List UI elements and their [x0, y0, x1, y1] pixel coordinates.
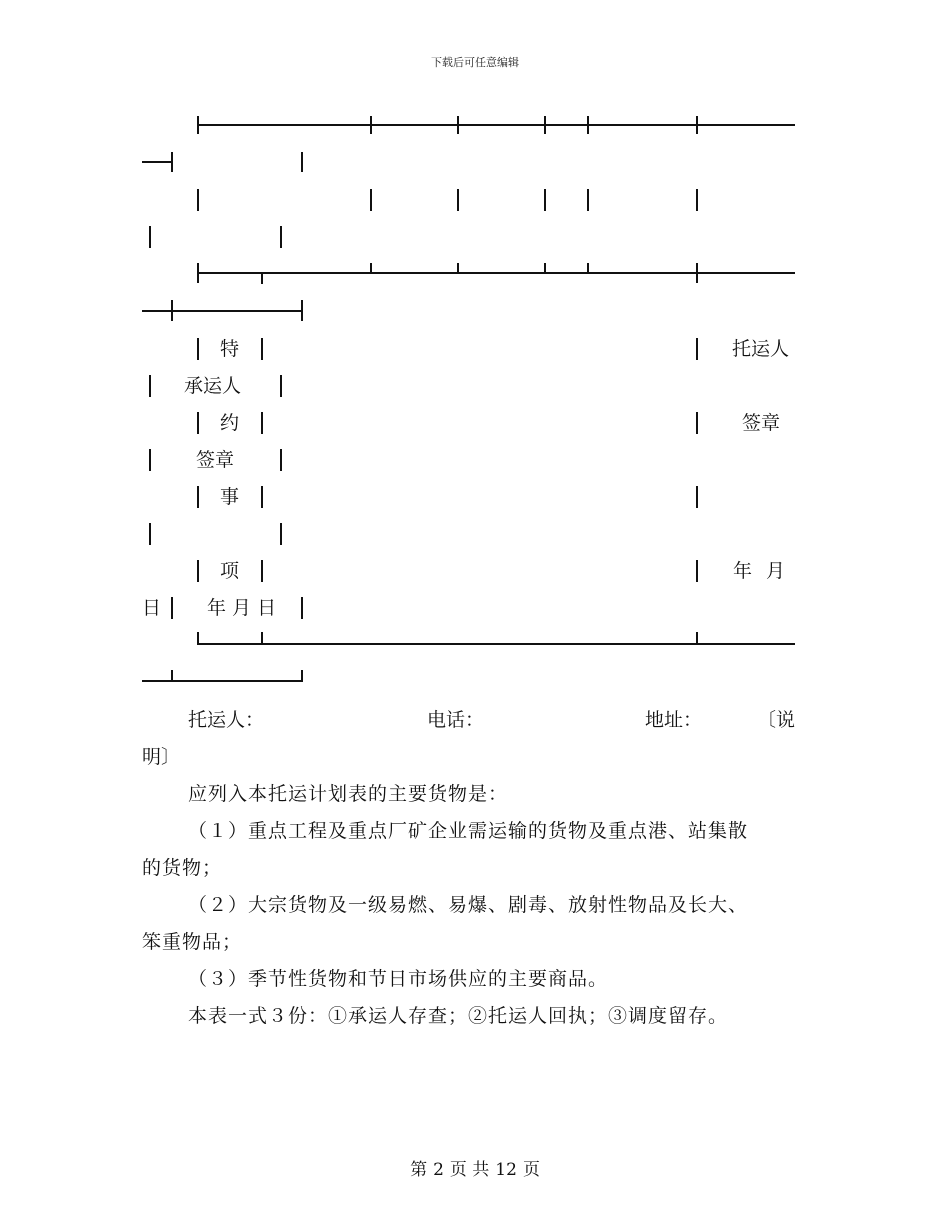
tick — [171, 670, 173, 682]
shipper-date: 年 月 — [733, 560, 786, 582]
footer-page: 2 — [433, 1160, 444, 1180]
special-label-2: 约 — [220, 412, 240, 434]
tick — [197, 263, 199, 283]
tick — [544, 116, 546, 134]
tick — [197, 189, 199, 211]
tick — [261, 412, 263, 434]
rule-mid — [197, 272, 795, 274]
tick — [149, 449, 151, 471]
rule-bottom — [197, 643, 795, 645]
tick — [587, 263, 589, 274]
paragraph: 笨重物品； — [142, 931, 243, 953]
footer-mid: 页 共 — [449, 1160, 490, 1180]
tick — [171, 597, 173, 619]
tick — [301, 300, 303, 321]
tick — [696, 486, 698, 508]
tick — [149, 375, 151, 397]
tick — [261, 272, 263, 284]
note-open: 〔说 — [757, 709, 796, 731]
tick — [696, 338, 698, 360]
tick — [370, 263, 372, 274]
paragraph: 的货物； — [142, 857, 223, 879]
footer-total: 12 — [495, 1160, 517, 1180]
tick — [587, 189, 589, 211]
tick — [261, 486, 263, 508]
special-label-4: 项 — [220, 560, 240, 582]
tick — [457, 116, 459, 134]
note-close: 明〕 — [142, 746, 181, 768]
tick — [587, 116, 589, 134]
tick — [696, 263, 698, 283]
tick — [171, 300, 173, 321]
paragraph: 本表一式３份：①承运人存查；②托运人回执；③调度留存。 — [188, 1005, 729, 1027]
tick — [197, 560, 199, 582]
tick — [197, 338, 199, 360]
tick — [197, 412, 199, 434]
tick — [301, 597, 303, 619]
tick — [171, 152, 173, 172]
contact-phone-label: 电话： — [427, 709, 485, 731]
special-label-3: 事 — [220, 486, 240, 508]
tick — [696, 632, 698, 645]
shipper-date-day: 日 — [142, 597, 162, 619]
paragraph: （１）重点工程及重点厂矿企业需运输的货物及重点港、站集散 — [188, 820, 749, 842]
shipper-sign-label: 托运人 — [732, 338, 790, 360]
tick — [261, 560, 263, 582]
paragraph: （３）季节性货物和节日市场供应的主要商品。 — [188, 968, 609, 990]
rule-wrap — [142, 310, 302, 312]
carrier-sign-label: 承运人 — [184, 375, 242, 397]
tick — [544, 263, 546, 274]
contact-shipper-label: 托运人： — [188, 709, 265, 731]
footer-suffix: 页 — [522, 1160, 540, 1180]
tick — [301, 670, 303, 682]
tick — [696, 189, 698, 211]
page-footer — [0, 1155, 950, 1180]
header-note: 下载后可任意编辑 — [431, 56, 519, 69]
special-label-1: 特 — [220, 338, 240, 360]
tick — [261, 338, 263, 360]
tick — [696, 412, 698, 434]
tick — [261, 632, 263, 645]
tick — [457, 189, 459, 211]
footer-prefix: 第 — [410, 1160, 428, 1180]
tick — [544, 189, 546, 211]
tick — [457, 263, 459, 274]
paragraph: 应列入本托运计划表的主要货物是： — [188, 783, 509, 805]
tick — [280, 375, 282, 397]
shipper-seal-label: 签章 — [742, 412, 781, 434]
tick — [280, 523, 282, 545]
tick — [696, 560, 698, 582]
contact-address-label: 地址： — [645, 709, 703, 731]
tick — [370, 116, 372, 134]
tick — [197, 116, 199, 134]
rule-wrap — [142, 680, 302, 682]
tick — [197, 632, 199, 645]
rule-wrap — [142, 161, 172, 163]
carrier-date: 年 月 日 — [207, 597, 277, 619]
tick — [197, 486, 199, 508]
rule-top — [197, 124, 795, 126]
tick — [370, 189, 372, 211]
carrier-seal-label: 签章 — [196, 449, 235, 471]
tick — [149, 226, 151, 248]
tick — [301, 152, 303, 172]
paragraph: （２）大宗货物及一级易燃、易爆、剧毒、放射性物品及长大、 — [188, 894, 749, 916]
tick — [696, 116, 698, 134]
tick — [280, 449, 282, 471]
tick — [280, 226, 282, 248]
tick — [149, 523, 151, 545]
